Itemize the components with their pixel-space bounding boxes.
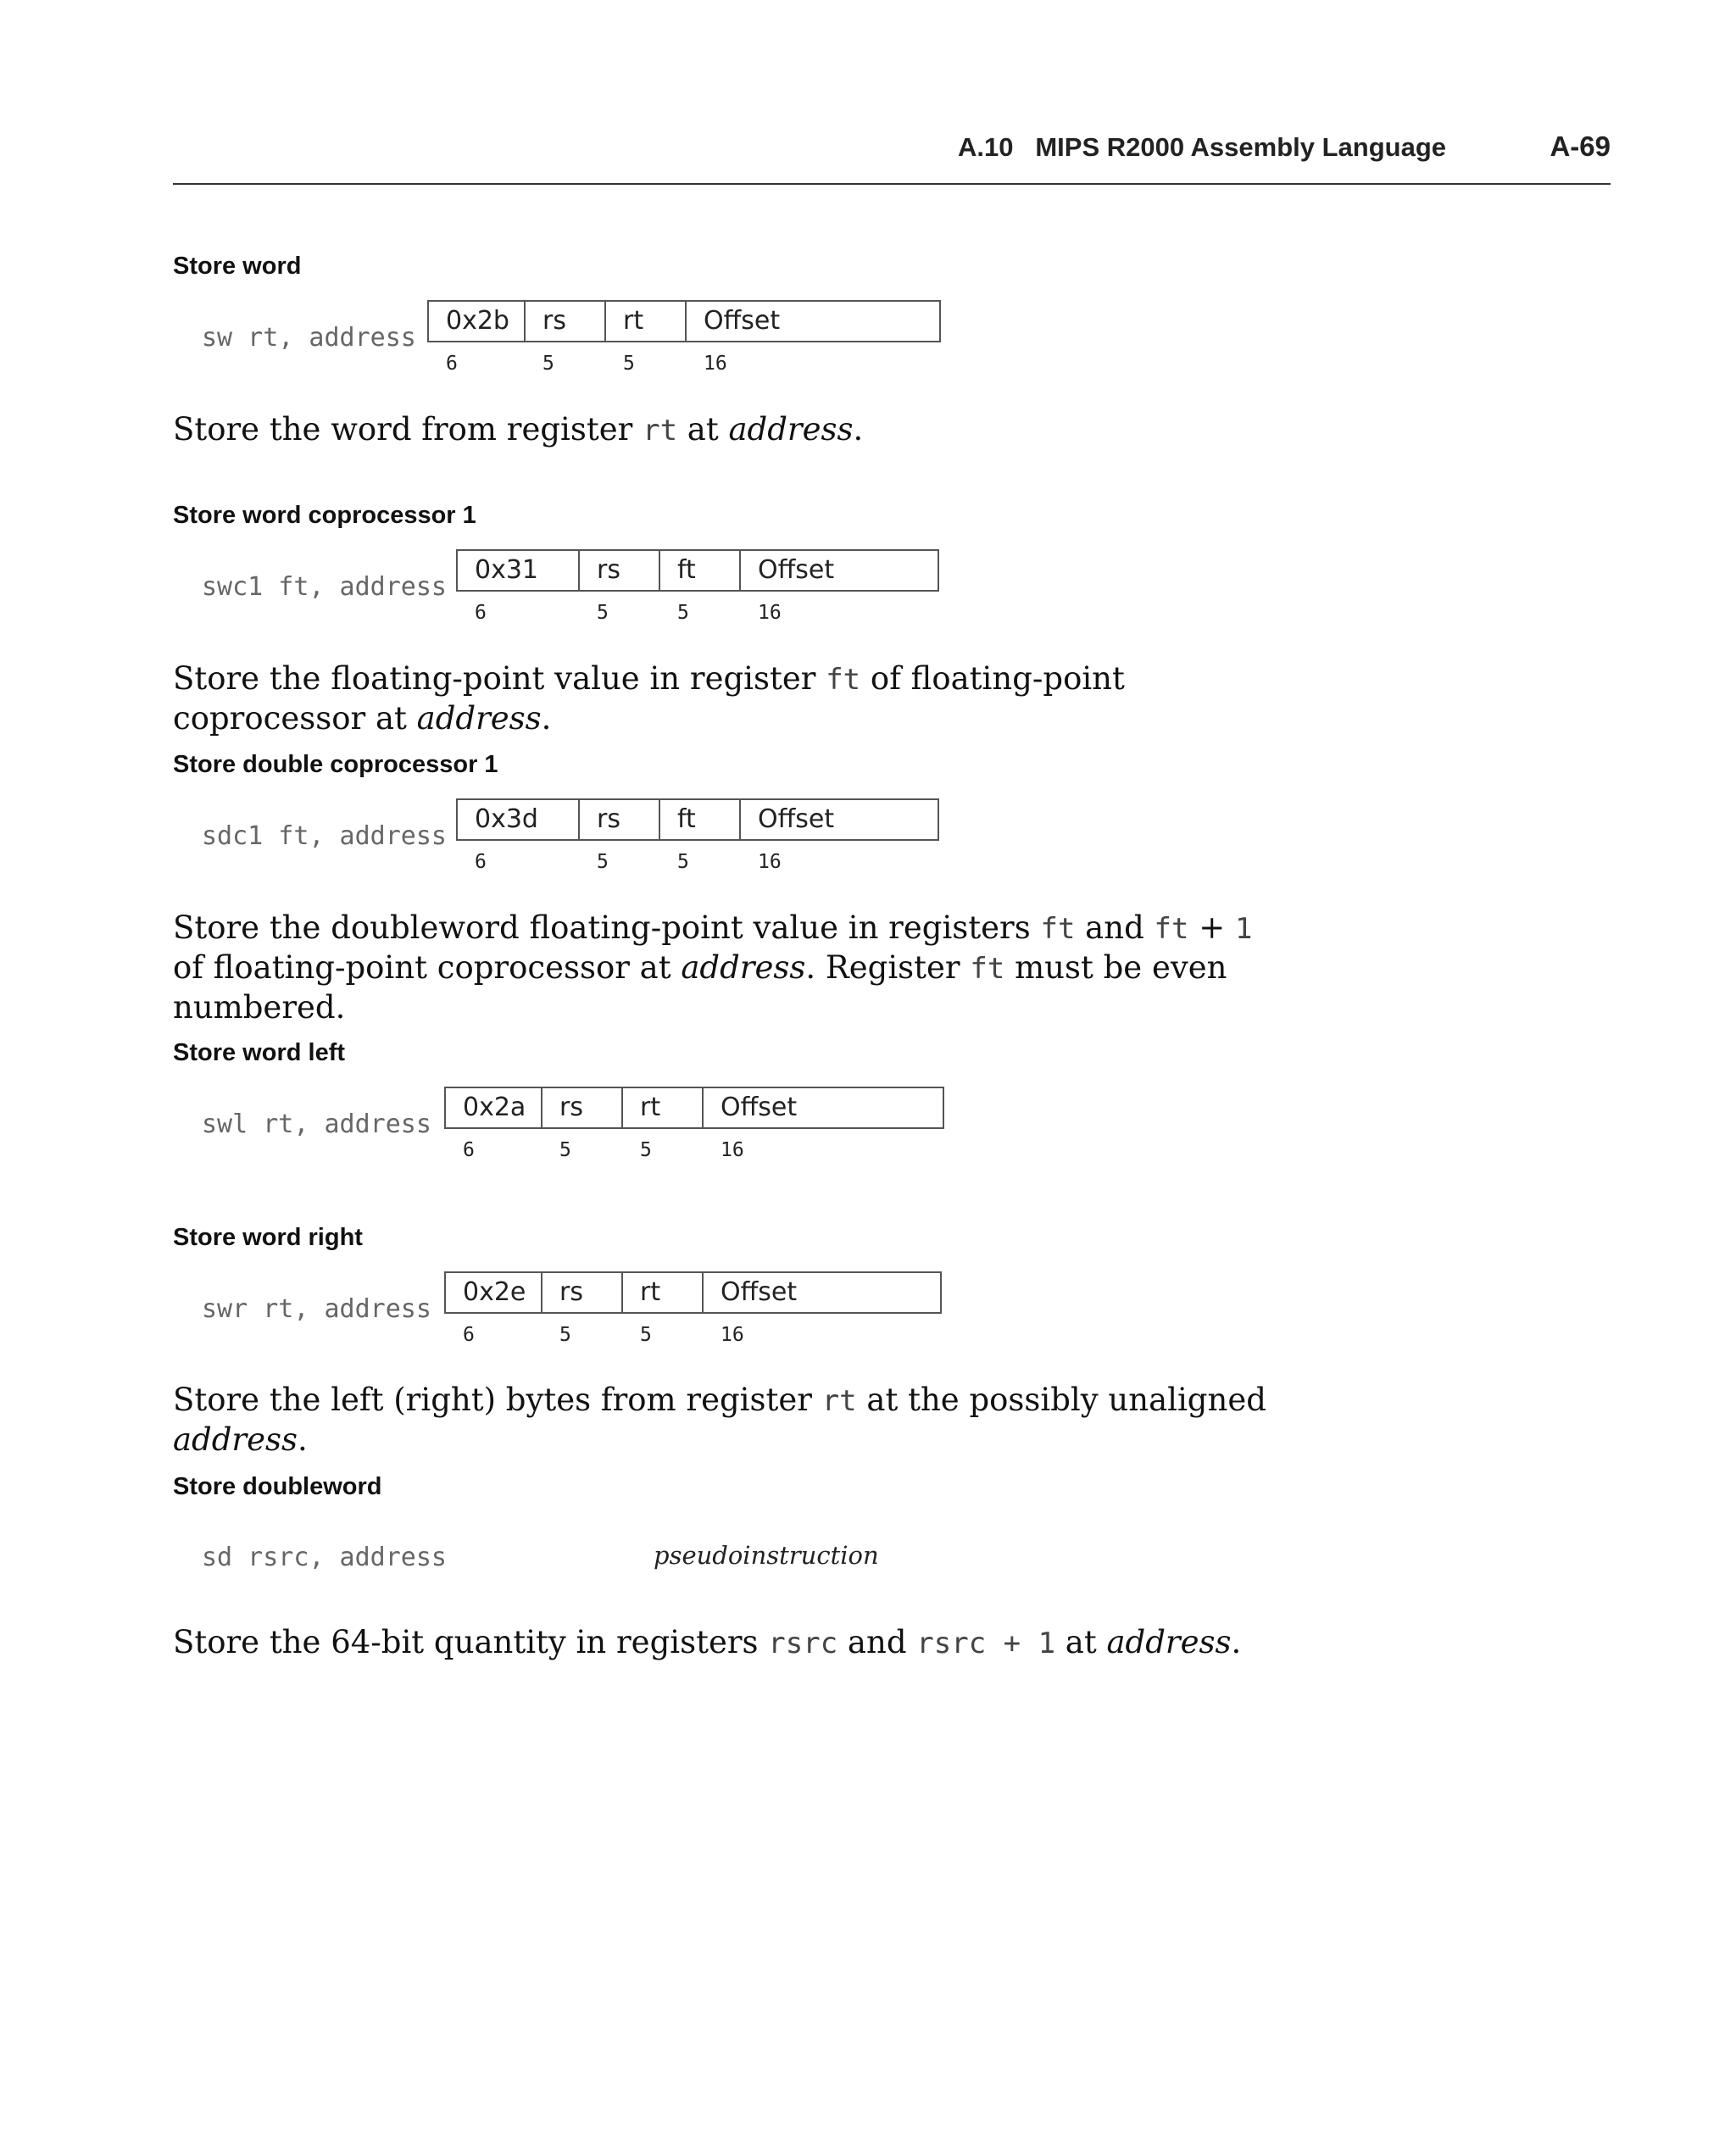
field-bit-width: 5 <box>559 1139 571 1161</box>
field-bit-width: 16 <box>721 1324 744 1346</box>
instruction-encoding <box>456 798 938 873</box>
instruction-syntax: sw rt, address <box>202 323 416 353</box>
page-number: A-69 <box>1550 131 1611 162</box>
encoding-field-rt: rt 5 <box>621 1087 704 1129</box>
field-bit-width: 5 <box>542 353 554 375</box>
encoding-field-opcode: 0x2e 6 <box>444 1271 542 1314</box>
field-bit-width: 5 <box>597 602 609 624</box>
instruction-syntax: swr rt, address <box>202 1294 431 1324</box>
section-title <box>958 132 1446 163</box>
encoding-field-opcode: 0x3d 6 <box>456 798 580 841</box>
encoding-field-rs: rs 5 <box>541 1087 623 1129</box>
field-bit-width: 5 <box>623 353 635 375</box>
field-bit-width: 16 <box>721 1139 744 1161</box>
instruction-heading: Store word left <box>173 1039 346 1066</box>
field-bit-width: 5 <box>597 851 609 873</box>
instruction-description: Store the left (right) bytes from register rt at the possibly unaligned address. <box>173 1382 1266 1458</box>
instruction-encoding <box>444 1271 940 1346</box>
field-bit-width: 16 <box>758 851 782 873</box>
instruction-syntax: sd rsrc, address <box>202 1543 447 1572</box>
field-bit-width: 6 <box>463 1139 475 1161</box>
encoding-field-rs: rs 5 <box>578 798 660 841</box>
encoding-field-opcode: 0x31 6 <box>456 549 580 592</box>
encoding-field-ft: ft 5 <box>659 549 741 592</box>
encoding-field-offset: Offset 16 <box>685 300 941 342</box>
instruction-heading: Store word coprocessor 1 <box>173 502 476 529</box>
instruction-heading: Store doubleword <box>173 1473 382 1500</box>
encoding-field-offset: Offset 16 <box>702 1087 944 1129</box>
encoding-field-opcode: 0x2b 6 <box>427 300 526 342</box>
field-bit-width: 5 <box>640 1324 652 1346</box>
instruction-encoding <box>427 300 939 375</box>
encoding-field-ft: ft 5 <box>659 798 741 841</box>
field-bit-width: 16 <box>758 602 782 624</box>
instruction-syntax: swc1 ft, address <box>202 572 447 602</box>
pseudoinstruction-label: pseudoinstruction <box>654 1541 879 1570</box>
encoding-field-offset: Offset 16 <box>739 798 939 841</box>
encoding-field-rs: rs 5 <box>524 300 606 342</box>
field-bit-width: 5 <box>677 602 689 624</box>
instruction-encoding <box>456 549 938 624</box>
encoding-field-rt: rt 5 <box>604 300 687 342</box>
instruction-description: Store the doubleword floating-point value in registers ft and ft + 1 of floating-point coprocessor at address. Register ft must be even numbered. <box>173 909 1253 1026</box>
field-bit-width: 16 <box>704 353 727 375</box>
field-bit-width: 5 <box>677 851 689 873</box>
encoding-field-rt: rt 5 <box>621 1271 704 1314</box>
running-header <box>173 127 1611 185</box>
instruction-syntax: swl rt, address <box>202 1109 431 1139</box>
encoding-field-rs: rs 5 <box>578 549 660 592</box>
field-bit-width: 6 <box>463 1324 475 1346</box>
field-bit-width: 6 <box>446 353 458 375</box>
instruction-heading: Store word right <box>173 1224 363 1251</box>
instruction-syntax: sdc1 ft, address <box>202 821 447 851</box>
field-bit-width: 6 <box>475 602 487 624</box>
instruction-heading: Store double coprocessor 1 <box>173 751 498 778</box>
encoding-field-offset: Offset 16 <box>702 1271 942 1314</box>
encoding-field-rs: rs 5 <box>541 1271 623 1314</box>
section-number: A.10 <box>958 132 1014 162</box>
instruction-encoding <box>444 1087 943 1161</box>
section-name: MIPS R2000 Assembly Language <box>1035 132 1447 162</box>
field-bit-width: 5 <box>559 1324 571 1346</box>
field-bit-width: 5 <box>640 1139 652 1161</box>
instruction-heading: Store word <box>173 253 302 280</box>
encoding-field-offset: Offset 16 <box>739 549 939 592</box>
instruction-description: Store the 64-bit quantity in registers rsrc and rsrc + 1 at address. <box>173 1624 1242 1660</box>
instruction-description: Store the floating-point value in register ft of floating-point coprocessor at address. <box>173 660 1125 737</box>
instruction-description: Store the word from register rt at address. <box>173 411 864 448</box>
encoding-field-opcode: 0x2a 6 <box>444 1087 542 1129</box>
field-bit-width: 6 <box>475 851 487 873</box>
